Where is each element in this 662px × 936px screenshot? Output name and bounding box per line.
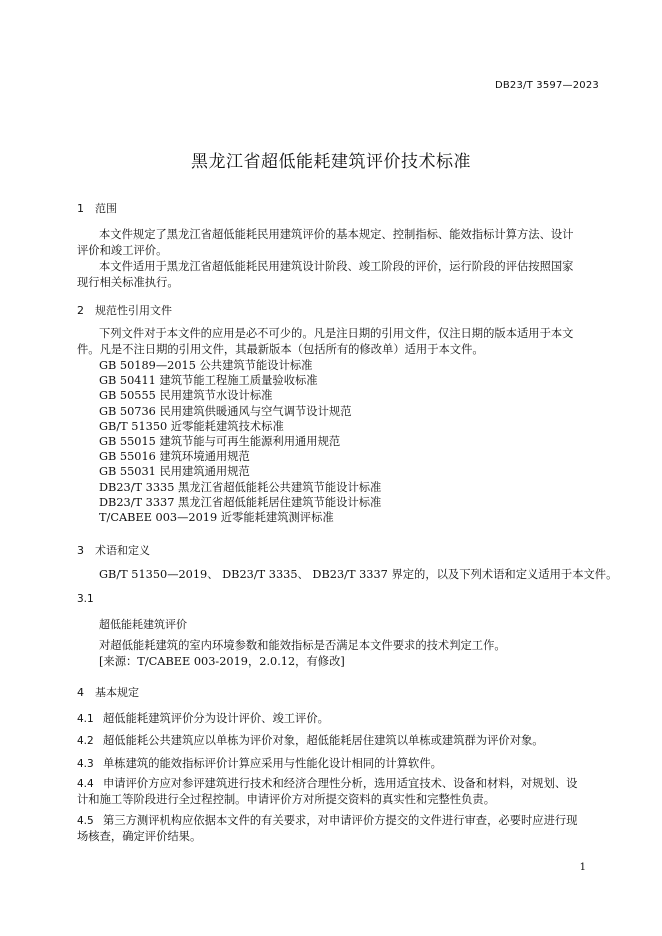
clause-4-1 xyxy=(77,711,329,727)
section-1-paragraph-1-line-2: 评价和竣工评价。 xyxy=(77,244,168,257)
clause-4-5 xyxy=(77,813,601,845)
clause-number: 4.4 xyxy=(77,778,94,790)
section-3-number: 3 xyxy=(77,544,84,557)
term-3-1-title: 超低能耗建筑评价 xyxy=(99,618,187,631)
section-1-title: 范围 xyxy=(95,202,117,215)
section-1-paragraph-1-line-1: 本文件规定了黑龙江省超低能耗民用建筑评价的基本规定、控制指标、能效指标计算方法、设计 xyxy=(99,228,574,241)
reference-item: GB 55031 民用建筑通用规范 xyxy=(99,465,250,479)
clause-4-2 xyxy=(77,733,544,749)
section-1-paragraph-1 xyxy=(77,227,601,259)
clause-text-continued: 计和施工等阶段进行全过程控制。申请评价方对所提交资料的真实性和完整性负责。 xyxy=(77,793,495,806)
reference-item: GB 55016 建筑环境通用规范 xyxy=(99,450,250,464)
clause-text: 申请评价方应对参评建筑进行技术和经济合理性分析，选用适宜技术、设备和材料，对规划、设 xyxy=(103,777,578,790)
section-2-intro-line-1: 下列文件对于本文件的应用是必不可少的。凡是注日期的引用文件，仅注日期的版本适用于本文 xyxy=(99,327,574,340)
clause-4-4 xyxy=(77,776,601,808)
clause-text: 超低能耗公共建筑应以单栋为评价对象，超低能耗居住建筑以单栋或建筑群为评价对象。 xyxy=(103,734,544,747)
reference-item: GB 50189—2015 公共建筑节能设计标准 xyxy=(99,359,313,372)
reference-item: GB 50411 建筑节能工程施工质量验收标准 xyxy=(99,374,318,388)
section-2-intro-line-2: 件。凡是不注日期的引用文件，其最新版本（包括所有的修改单）适用于本文件。 xyxy=(77,343,484,356)
section-2-heading xyxy=(77,302,172,318)
clause-number: 4.2 xyxy=(77,735,94,747)
document-id: DB23/T 3597—2023 xyxy=(494,80,599,91)
term-3-1-definition: 对超低能耗建筑的室内环境参数和能效指标是否满足本文件要求的技术判定工作。 xyxy=(99,639,506,652)
section-3-title: 术语和定义 xyxy=(95,544,150,557)
reference-item: GB 55015 建筑节能与可再生能源利用通用规范 xyxy=(99,435,341,449)
term-3-1-number: 3.1 xyxy=(77,593,94,605)
section-1-paragraph-2-line-1: 本文件适用于黑龙江省超低能耗民用建筑设计阶段、竣工阶段的评价，运行阶段的评估按照国家 xyxy=(99,260,574,273)
section-4-heading xyxy=(77,684,139,700)
reference-item: GB 50736 民用建筑供暖通风与空气调节设计规范 xyxy=(99,404,352,418)
section-1-number: 1 xyxy=(77,202,84,215)
section-2-number: 2 xyxy=(77,304,84,317)
clause-text-continued: 场核查，确定评价结果。 xyxy=(77,830,202,843)
section-4-number: 4 xyxy=(77,686,84,699)
clause-number: 4.3 xyxy=(77,758,94,770)
reference-item: T/CABEE 003—2019 近零能耗建筑测评标准 xyxy=(99,511,334,525)
section-4-title: 基本规定 xyxy=(95,686,139,699)
clause-text: 单栋建筑的能效指标评价计算应采用与性能化设计相同的计算软件。 xyxy=(103,757,442,770)
section-2-intro xyxy=(77,326,601,358)
normative-references-list xyxy=(99,358,381,525)
section-1-paragraph-2 xyxy=(77,259,601,291)
clause-number: 4.1 xyxy=(77,713,94,725)
clause-text: 超低能耗建筑评价分为设计评价、竣工评价。 xyxy=(103,712,329,725)
page-number: 1 xyxy=(579,862,586,873)
clause-4-3 xyxy=(77,756,442,772)
reference-item: DB23/T 3337 黑龙江省超低能耗居住建筑节能设计标准 xyxy=(99,495,382,509)
term-3-1-source: [来源：T/CABEE 003-2019，2.0.12，有修改] xyxy=(99,655,345,668)
reference-item: DB23/T 3335 黑龙江省超低能耗公共建筑节能设计标准 xyxy=(99,480,382,494)
reference-item: GB/T 51350 近零能耗建筑技术标准 xyxy=(99,419,284,433)
section-3-heading xyxy=(77,542,150,558)
section-1-paragraph-2-line-2: 现行相关标准执行。 xyxy=(77,276,179,289)
section-3-intro: GB/T 51350—2019、 DB23/T 3335、 DB23/T 3337 界定的，以及下列术语和定义适用于本文件。 xyxy=(99,568,618,581)
section-2-title: 规范性引用文件 xyxy=(95,304,172,317)
reference-item: GB 50555 民用建筑节水设计标准 xyxy=(99,389,273,403)
clause-number: 4.5 xyxy=(77,815,94,827)
clause-text: 第三方测评机构应依据本文件的有关要求，对申请评价方提交的文件进行审查，必要时应进行现 xyxy=(103,814,578,827)
section-1-heading xyxy=(77,200,117,216)
document-title: 黑龙江省超低能耗建筑评价技术标准 xyxy=(191,152,471,172)
